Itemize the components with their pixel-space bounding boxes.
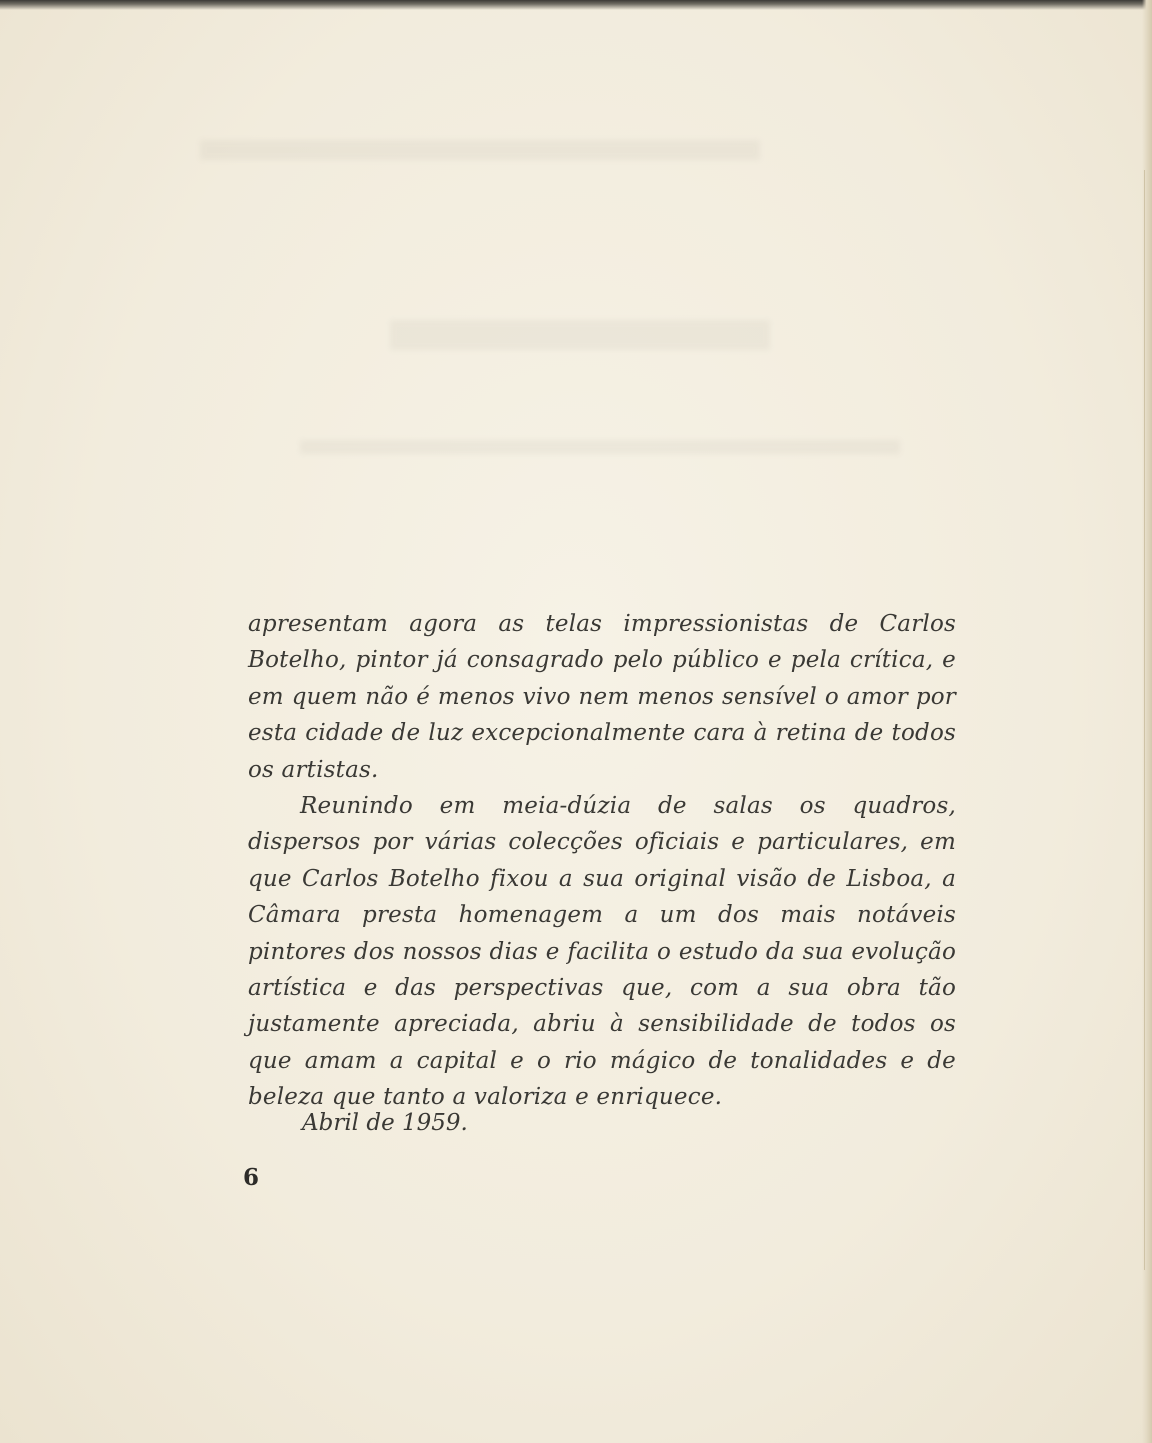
page-right-edge <box>1142 0 1152 1443</box>
body-text <box>248 606 956 1116</box>
date-line: Abril de 1959. <box>302 1110 468 1136</box>
paragraph-1: apresentam agora as telas impressionistas de Carlos Botelho, pintor já consagrado pelo público e pela crítica, e em quem não é menos vivo nem menos sensível o amor por esta cidade de luz excepcionalmente cara à retina de todos os artistas. <box>248 611 956 783</box>
show-through-shadow <box>200 140 980 560</box>
page-number: 6 <box>243 1164 260 1191</box>
paragraph-2: Reunindo em meia-dúzia de salas os quadros, dispersos por várias colecções oficiais e particulares, em que Carlos Botelho fixou a sua original visão de Lisboa, a Câmara presta homenagem a um dos mais notáveis pintores dos nossos dias e facilita o estudo da sua evolução artística e das perspectivas que, com a sua obra tão justamente apreciada, abriu à sensibilidade de todos os que amam a capital e o rio mágico de tonalidades e de beleza que tanto a valoriza e enriquece. <box>248 793 956 1111</box>
scan-top-edge <box>0 0 1152 10</box>
